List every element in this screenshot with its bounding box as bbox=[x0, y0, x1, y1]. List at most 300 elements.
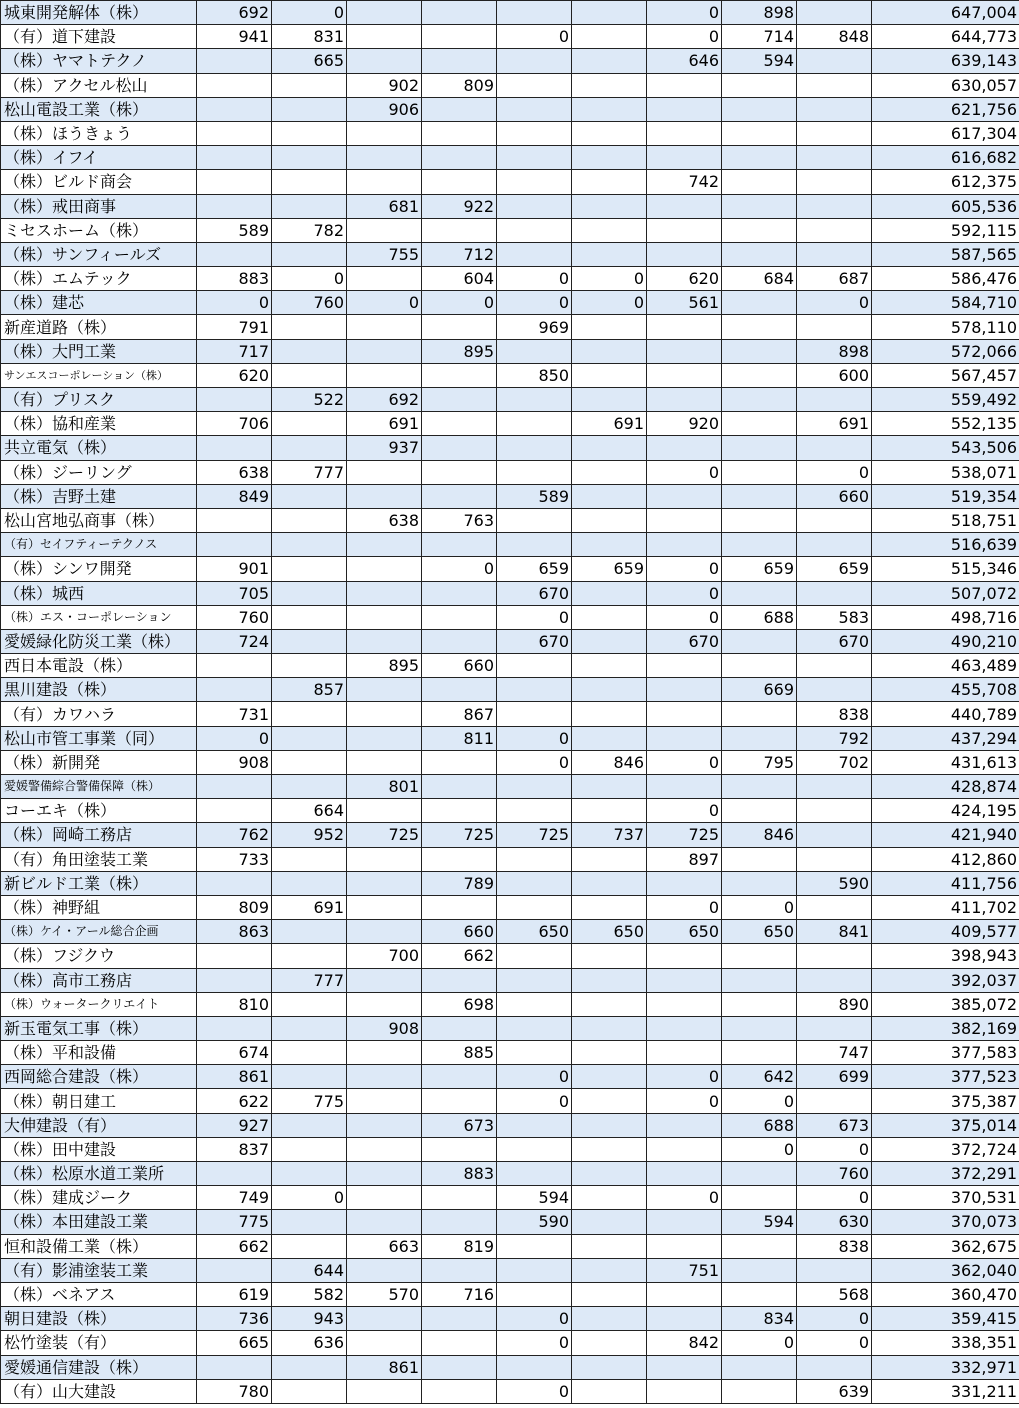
total-cell: 490,210 bbox=[872, 629, 1019, 653]
value-cell bbox=[647, 1355, 722, 1379]
company-name-cell: （株）本田建設工業 bbox=[1, 1210, 197, 1234]
value-cell bbox=[272, 97, 347, 121]
total-cell: 362,040 bbox=[872, 1258, 1019, 1282]
value-cell: 700 bbox=[347, 944, 422, 968]
value-cell bbox=[647, 992, 722, 1016]
value-cell bbox=[572, 944, 647, 968]
value-cell bbox=[572, 678, 647, 702]
value-cell bbox=[572, 726, 647, 750]
value-cell bbox=[272, 1016, 347, 1040]
value-cell bbox=[647, 1016, 722, 1040]
company-name-cell: （株）ウォータークリエイト bbox=[1, 992, 197, 1016]
value-cell bbox=[572, 170, 647, 194]
value-cell: 742 bbox=[647, 170, 722, 194]
value-cell bbox=[797, 49, 872, 73]
total-cell: 519,354 bbox=[872, 484, 1019, 508]
value-cell: 604 bbox=[422, 267, 497, 291]
value-cell bbox=[647, 1137, 722, 1161]
value-cell bbox=[722, 194, 797, 218]
value-cell: 660 bbox=[797, 484, 872, 508]
table-row bbox=[1, 944, 1019, 968]
value-cell bbox=[347, 968, 422, 992]
value-cell: 780 bbox=[197, 1379, 272, 1403]
value-cell: 0 bbox=[797, 1307, 872, 1331]
value-cell bbox=[572, 1282, 647, 1306]
value-cell bbox=[272, 1041, 347, 1065]
value-cell bbox=[197, 678, 272, 702]
value-cell bbox=[347, 871, 422, 895]
value-cell: 717 bbox=[197, 339, 272, 363]
value-cell bbox=[572, 73, 647, 97]
value-cell bbox=[722, 799, 797, 823]
value-cell: 0 bbox=[497, 605, 572, 629]
value-cell: 731 bbox=[197, 702, 272, 726]
value-cell: 0 bbox=[647, 557, 722, 581]
total-cell: 411,702 bbox=[872, 895, 1019, 919]
value-cell bbox=[272, 170, 347, 194]
value-cell bbox=[497, 339, 572, 363]
value-cell bbox=[497, 871, 572, 895]
value-cell bbox=[347, 629, 422, 653]
value-cell bbox=[647, 968, 722, 992]
value-cell: 763 bbox=[422, 508, 497, 532]
company-name-cell: 松山電設工業（株） bbox=[1, 97, 197, 121]
value-cell bbox=[422, 1258, 497, 1282]
value-cell: 908 bbox=[347, 1016, 422, 1040]
value-cell: 670 bbox=[797, 629, 872, 653]
value-cell bbox=[572, 508, 647, 532]
value-cell bbox=[197, 436, 272, 460]
value-cell bbox=[572, 218, 647, 242]
value-cell bbox=[272, 581, 347, 605]
value-cell bbox=[797, 508, 872, 532]
value-cell bbox=[572, 968, 647, 992]
value-cell bbox=[347, 339, 422, 363]
value-cell bbox=[422, 1186, 497, 1210]
total-cell: 359,415 bbox=[872, 1307, 1019, 1331]
value-cell bbox=[497, 1258, 572, 1282]
value-cell: 724 bbox=[197, 629, 272, 653]
value-cell bbox=[497, 944, 572, 968]
value-cell bbox=[497, 992, 572, 1016]
value-cell bbox=[272, 629, 347, 653]
value-cell: 642 bbox=[722, 1065, 797, 1089]
value-cell bbox=[647, 218, 722, 242]
total-cell: 586,476 bbox=[872, 267, 1019, 291]
value-cell bbox=[272, 944, 347, 968]
company-name-cell: （株）建芯 bbox=[1, 291, 197, 315]
total-cell: 543,506 bbox=[872, 436, 1019, 460]
total-cell: 617,304 bbox=[872, 121, 1019, 145]
value-cell: 681 bbox=[347, 194, 422, 218]
value-cell bbox=[647, 1113, 722, 1137]
value-cell bbox=[722, 775, 797, 799]
value-cell: 0 bbox=[797, 1331, 872, 1355]
value-cell: 838 bbox=[797, 1234, 872, 1258]
value-cell bbox=[722, 533, 797, 557]
value-cell bbox=[347, 1162, 422, 1186]
table-row bbox=[1, 49, 1019, 73]
value-cell bbox=[497, 218, 572, 242]
value-cell bbox=[722, 871, 797, 895]
value-cell bbox=[272, 1137, 347, 1161]
value-cell bbox=[647, 775, 722, 799]
value-cell bbox=[572, 49, 647, 73]
company-name-cell: 新ビルド工業（株） bbox=[1, 871, 197, 895]
table-row bbox=[1, 557, 1019, 581]
value-cell bbox=[572, 1234, 647, 1258]
total-cell: 437,294 bbox=[872, 726, 1019, 750]
total-cell: 647,004 bbox=[872, 1, 1019, 25]
value-cell bbox=[197, 242, 272, 266]
value-cell bbox=[647, 97, 722, 121]
value-cell bbox=[572, 799, 647, 823]
table-row bbox=[1, 847, 1019, 871]
value-cell bbox=[797, 121, 872, 145]
value-cell: 777 bbox=[272, 460, 347, 484]
value-cell: 0 bbox=[197, 726, 272, 750]
value-cell bbox=[197, 533, 272, 557]
table-row bbox=[1, 1331, 1019, 1355]
value-cell bbox=[347, 363, 422, 387]
table-row bbox=[1, 605, 1019, 629]
value-cell bbox=[422, 775, 497, 799]
company-name-cell: （株）岡崎工務店 bbox=[1, 823, 197, 847]
value-cell: 725 bbox=[497, 823, 572, 847]
value-cell bbox=[797, 146, 872, 170]
value-cell bbox=[647, 242, 722, 266]
value-cell bbox=[497, 775, 572, 799]
value-cell: 0 bbox=[272, 1186, 347, 1210]
value-cell bbox=[197, 799, 272, 823]
value-cell bbox=[272, 121, 347, 145]
value-cell bbox=[347, 1089, 422, 1113]
company-name-cell: （有）角田塗装工業 bbox=[1, 847, 197, 871]
value-cell: 706 bbox=[197, 412, 272, 436]
value-cell: 699 bbox=[797, 1065, 872, 1089]
table-row bbox=[1, 533, 1019, 557]
company-name-cell: （株）松原水道工業所 bbox=[1, 1162, 197, 1186]
company-name-cell: （株）朝日建工 bbox=[1, 1089, 197, 1113]
total-cell: 463,489 bbox=[872, 654, 1019, 678]
table-row bbox=[1, 25, 1019, 49]
value-cell bbox=[497, 508, 572, 532]
value-cell bbox=[497, 533, 572, 557]
value-cell bbox=[797, 436, 872, 460]
value-cell bbox=[347, 895, 422, 919]
table-row bbox=[1, 267, 1019, 291]
value-cell bbox=[797, 823, 872, 847]
value-cell bbox=[422, 315, 497, 339]
value-cell: 714 bbox=[722, 25, 797, 49]
total-cell: 428,874 bbox=[872, 775, 1019, 799]
total-cell: 372,724 bbox=[872, 1137, 1019, 1161]
value-cell: 867 bbox=[422, 702, 497, 726]
value-cell bbox=[422, 121, 497, 145]
value-cell bbox=[722, 339, 797, 363]
value-cell: 895 bbox=[347, 654, 422, 678]
value-cell bbox=[422, 1065, 497, 1089]
value-cell: 0 bbox=[497, 1379, 572, 1403]
value-cell: 0 bbox=[722, 895, 797, 919]
value-cell bbox=[272, 702, 347, 726]
value-cell: 0 bbox=[572, 291, 647, 315]
value-cell bbox=[722, 1041, 797, 1065]
company-name-cell: （株）ほうきょう bbox=[1, 121, 197, 145]
value-cell bbox=[722, 629, 797, 653]
company-name-cell: （株）建成ジーク bbox=[1, 1186, 197, 1210]
value-cell bbox=[797, 533, 872, 557]
value-cell bbox=[647, 1379, 722, 1403]
value-cell bbox=[572, 460, 647, 484]
total-cell: 578,110 bbox=[872, 315, 1019, 339]
value-cell bbox=[572, 242, 647, 266]
value-cell: 941 bbox=[197, 25, 272, 49]
value-cell bbox=[347, 1379, 422, 1403]
value-cell bbox=[497, 97, 572, 121]
value-cell: 0 bbox=[647, 581, 722, 605]
value-cell: 561 bbox=[647, 291, 722, 315]
value-cell: 0 bbox=[647, 605, 722, 629]
table-row bbox=[1, 194, 1019, 218]
value-cell: 760 bbox=[797, 1162, 872, 1186]
value-cell bbox=[422, 25, 497, 49]
value-cell bbox=[272, 1065, 347, 1089]
value-cell: 861 bbox=[197, 1065, 272, 1089]
value-cell: 669 bbox=[722, 678, 797, 702]
value-cell: 733 bbox=[197, 847, 272, 871]
value-cell bbox=[272, 871, 347, 895]
value-cell: 898 bbox=[797, 339, 872, 363]
table-row bbox=[1, 1186, 1019, 1210]
value-cell bbox=[722, 508, 797, 532]
value-cell bbox=[347, 484, 422, 508]
value-cell bbox=[722, 944, 797, 968]
value-cell bbox=[347, 1, 422, 25]
value-cell bbox=[422, 678, 497, 702]
total-cell: 377,523 bbox=[872, 1065, 1019, 1089]
total-cell: 338,351 bbox=[872, 1331, 1019, 1355]
value-cell bbox=[347, 678, 422, 702]
value-cell: 725 bbox=[347, 823, 422, 847]
value-cell: 906 bbox=[347, 97, 422, 121]
value-cell bbox=[572, 363, 647, 387]
value-cell: 0 bbox=[272, 267, 347, 291]
value-cell: 819 bbox=[422, 1234, 497, 1258]
value-cell bbox=[797, 388, 872, 412]
value-cell: 908 bbox=[197, 750, 272, 774]
value-cell bbox=[347, 533, 422, 557]
value-cell: 0 bbox=[497, 750, 572, 774]
value-cell bbox=[797, 97, 872, 121]
value-cell bbox=[722, 1355, 797, 1379]
value-cell: 863 bbox=[197, 920, 272, 944]
value-cell bbox=[647, 1162, 722, 1186]
value-cell bbox=[422, 895, 497, 919]
value-cell bbox=[722, 1379, 797, 1403]
total-cell: 605,536 bbox=[872, 194, 1019, 218]
value-cell bbox=[347, 121, 422, 145]
value-cell bbox=[272, 605, 347, 629]
value-cell bbox=[422, 629, 497, 653]
value-cell bbox=[422, 436, 497, 460]
value-cell bbox=[722, 146, 797, 170]
value-cell bbox=[572, 146, 647, 170]
company-name-cell: 城東開発解体（株） bbox=[1, 1, 197, 25]
value-cell bbox=[197, 871, 272, 895]
value-cell: 850 bbox=[497, 363, 572, 387]
value-cell bbox=[422, 1355, 497, 1379]
value-cell bbox=[272, 1113, 347, 1137]
value-cell: 895 bbox=[422, 339, 497, 363]
value-cell bbox=[272, 533, 347, 557]
value-cell bbox=[272, 750, 347, 774]
value-cell bbox=[272, 436, 347, 460]
value-cell: 702 bbox=[797, 750, 872, 774]
value-cell bbox=[347, 920, 422, 944]
table-row bbox=[1, 1137, 1019, 1161]
value-cell: 590 bbox=[497, 1210, 572, 1234]
value-cell bbox=[797, 1355, 872, 1379]
value-cell bbox=[422, 968, 497, 992]
value-cell: 837 bbox=[197, 1137, 272, 1161]
value-cell bbox=[422, 1089, 497, 1113]
value-cell bbox=[497, 847, 572, 871]
value-cell: 0 bbox=[722, 1331, 797, 1355]
value-cell bbox=[722, 1186, 797, 1210]
value-cell: 691 bbox=[797, 412, 872, 436]
value-cell bbox=[197, 194, 272, 218]
value-cell: 0 bbox=[272, 1, 347, 25]
value-cell: 0 bbox=[497, 1089, 572, 1113]
company-name-cell: （有）影浦塗装工業 bbox=[1, 1258, 197, 1282]
table-row bbox=[1, 1234, 1019, 1258]
value-cell bbox=[797, 799, 872, 823]
value-cell bbox=[347, 49, 422, 73]
value-cell bbox=[797, 194, 872, 218]
table-row bbox=[1, 1, 1019, 25]
value-cell bbox=[572, 1162, 647, 1186]
value-cell: 705 bbox=[197, 581, 272, 605]
value-cell: 698 bbox=[422, 992, 497, 1016]
value-cell: 901 bbox=[197, 557, 272, 581]
value-cell: 791 bbox=[197, 315, 272, 339]
value-cell: 590 bbox=[797, 871, 872, 895]
value-cell bbox=[572, 1331, 647, 1355]
value-cell bbox=[722, 412, 797, 436]
value-cell: 0 bbox=[797, 1186, 872, 1210]
company-name-cell: 松竹塗装（有） bbox=[1, 1331, 197, 1355]
value-cell bbox=[722, 702, 797, 726]
value-cell bbox=[647, 702, 722, 726]
value-cell bbox=[422, 49, 497, 73]
value-cell bbox=[497, 436, 572, 460]
total-cell: 331,211 bbox=[872, 1379, 1019, 1403]
value-cell: 670 bbox=[497, 629, 572, 653]
total-cell: 538,071 bbox=[872, 460, 1019, 484]
value-cell: 834 bbox=[722, 1307, 797, 1331]
table-row bbox=[1, 1065, 1019, 1089]
value-cell bbox=[572, 121, 647, 145]
table-row bbox=[1, 315, 1019, 339]
total-cell: 498,716 bbox=[872, 605, 1019, 629]
value-cell bbox=[347, 847, 422, 871]
value-cell: 846 bbox=[572, 750, 647, 774]
value-cell bbox=[422, 847, 497, 871]
value-cell bbox=[797, 73, 872, 97]
table-row bbox=[1, 920, 1019, 944]
value-cell bbox=[572, 1307, 647, 1331]
company-name-cell: （株）高市工務店 bbox=[1, 968, 197, 992]
value-cell: 589 bbox=[497, 484, 572, 508]
value-cell: 0 bbox=[722, 1137, 797, 1161]
value-cell: 737 bbox=[572, 823, 647, 847]
company-name-cell: 愛媛通信建設（株） bbox=[1, 1355, 197, 1379]
value-cell bbox=[497, 702, 572, 726]
value-cell: 792 bbox=[797, 726, 872, 750]
value-cell: 0 bbox=[647, 1186, 722, 1210]
value-cell bbox=[347, 315, 422, 339]
value-cell bbox=[797, 242, 872, 266]
value-cell bbox=[272, 508, 347, 532]
total-cell: 382,169 bbox=[872, 1016, 1019, 1040]
value-cell: 568 bbox=[797, 1282, 872, 1306]
total-cell: 392,037 bbox=[872, 968, 1019, 992]
company-name-cell: （株）神野組 bbox=[1, 895, 197, 919]
company-name-cell: （株）城西 bbox=[1, 581, 197, 605]
value-cell bbox=[197, 968, 272, 992]
value-cell bbox=[572, 1016, 647, 1040]
value-cell bbox=[422, 484, 497, 508]
table-row bbox=[1, 1258, 1019, 1282]
value-cell: 760 bbox=[197, 605, 272, 629]
value-cell bbox=[497, 242, 572, 266]
value-cell bbox=[497, 1234, 572, 1258]
total-cell: 398,943 bbox=[872, 944, 1019, 968]
value-cell bbox=[422, 605, 497, 629]
value-cell bbox=[347, 1307, 422, 1331]
value-cell bbox=[347, 557, 422, 581]
value-cell bbox=[572, 605, 647, 629]
company-name-cell: （株）田中建設 bbox=[1, 1137, 197, 1161]
table-row bbox=[1, 1210, 1019, 1234]
table-row bbox=[1, 775, 1019, 799]
value-cell: 691 bbox=[347, 412, 422, 436]
value-cell: 0 bbox=[647, 460, 722, 484]
value-cell bbox=[422, 146, 497, 170]
value-cell: 898 bbox=[722, 1, 797, 25]
value-cell bbox=[347, 1210, 422, 1234]
value-cell bbox=[797, 315, 872, 339]
total-cell: 375,387 bbox=[872, 1089, 1019, 1113]
value-cell: 0 bbox=[497, 726, 572, 750]
value-cell: 751 bbox=[647, 1258, 722, 1282]
value-cell: 639 bbox=[797, 1379, 872, 1403]
table-row bbox=[1, 1355, 1019, 1379]
value-cell bbox=[347, 170, 422, 194]
value-cell bbox=[722, 654, 797, 678]
value-cell: 0 bbox=[647, 1065, 722, 1089]
company-name-cell: （株）協和産業 bbox=[1, 412, 197, 436]
table-row bbox=[1, 339, 1019, 363]
value-cell bbox=[422, 218, 497, 242]
value-cell: 0 bbox=[497, 1331, 572, 1355]
value-cell bbox=[347, 460, 422, 484]
company-name-cell: （株）エス・コーポレーション bbox=[1, 605, 197, 629]
value-cell: 842 bbox=[647, 1331, 722, 1355]
table-row bbox=[1, 460, 1019, 484]
company-name-cell: 西岡総合建設（株） bbox=[1, 1065, 197, 1089]
